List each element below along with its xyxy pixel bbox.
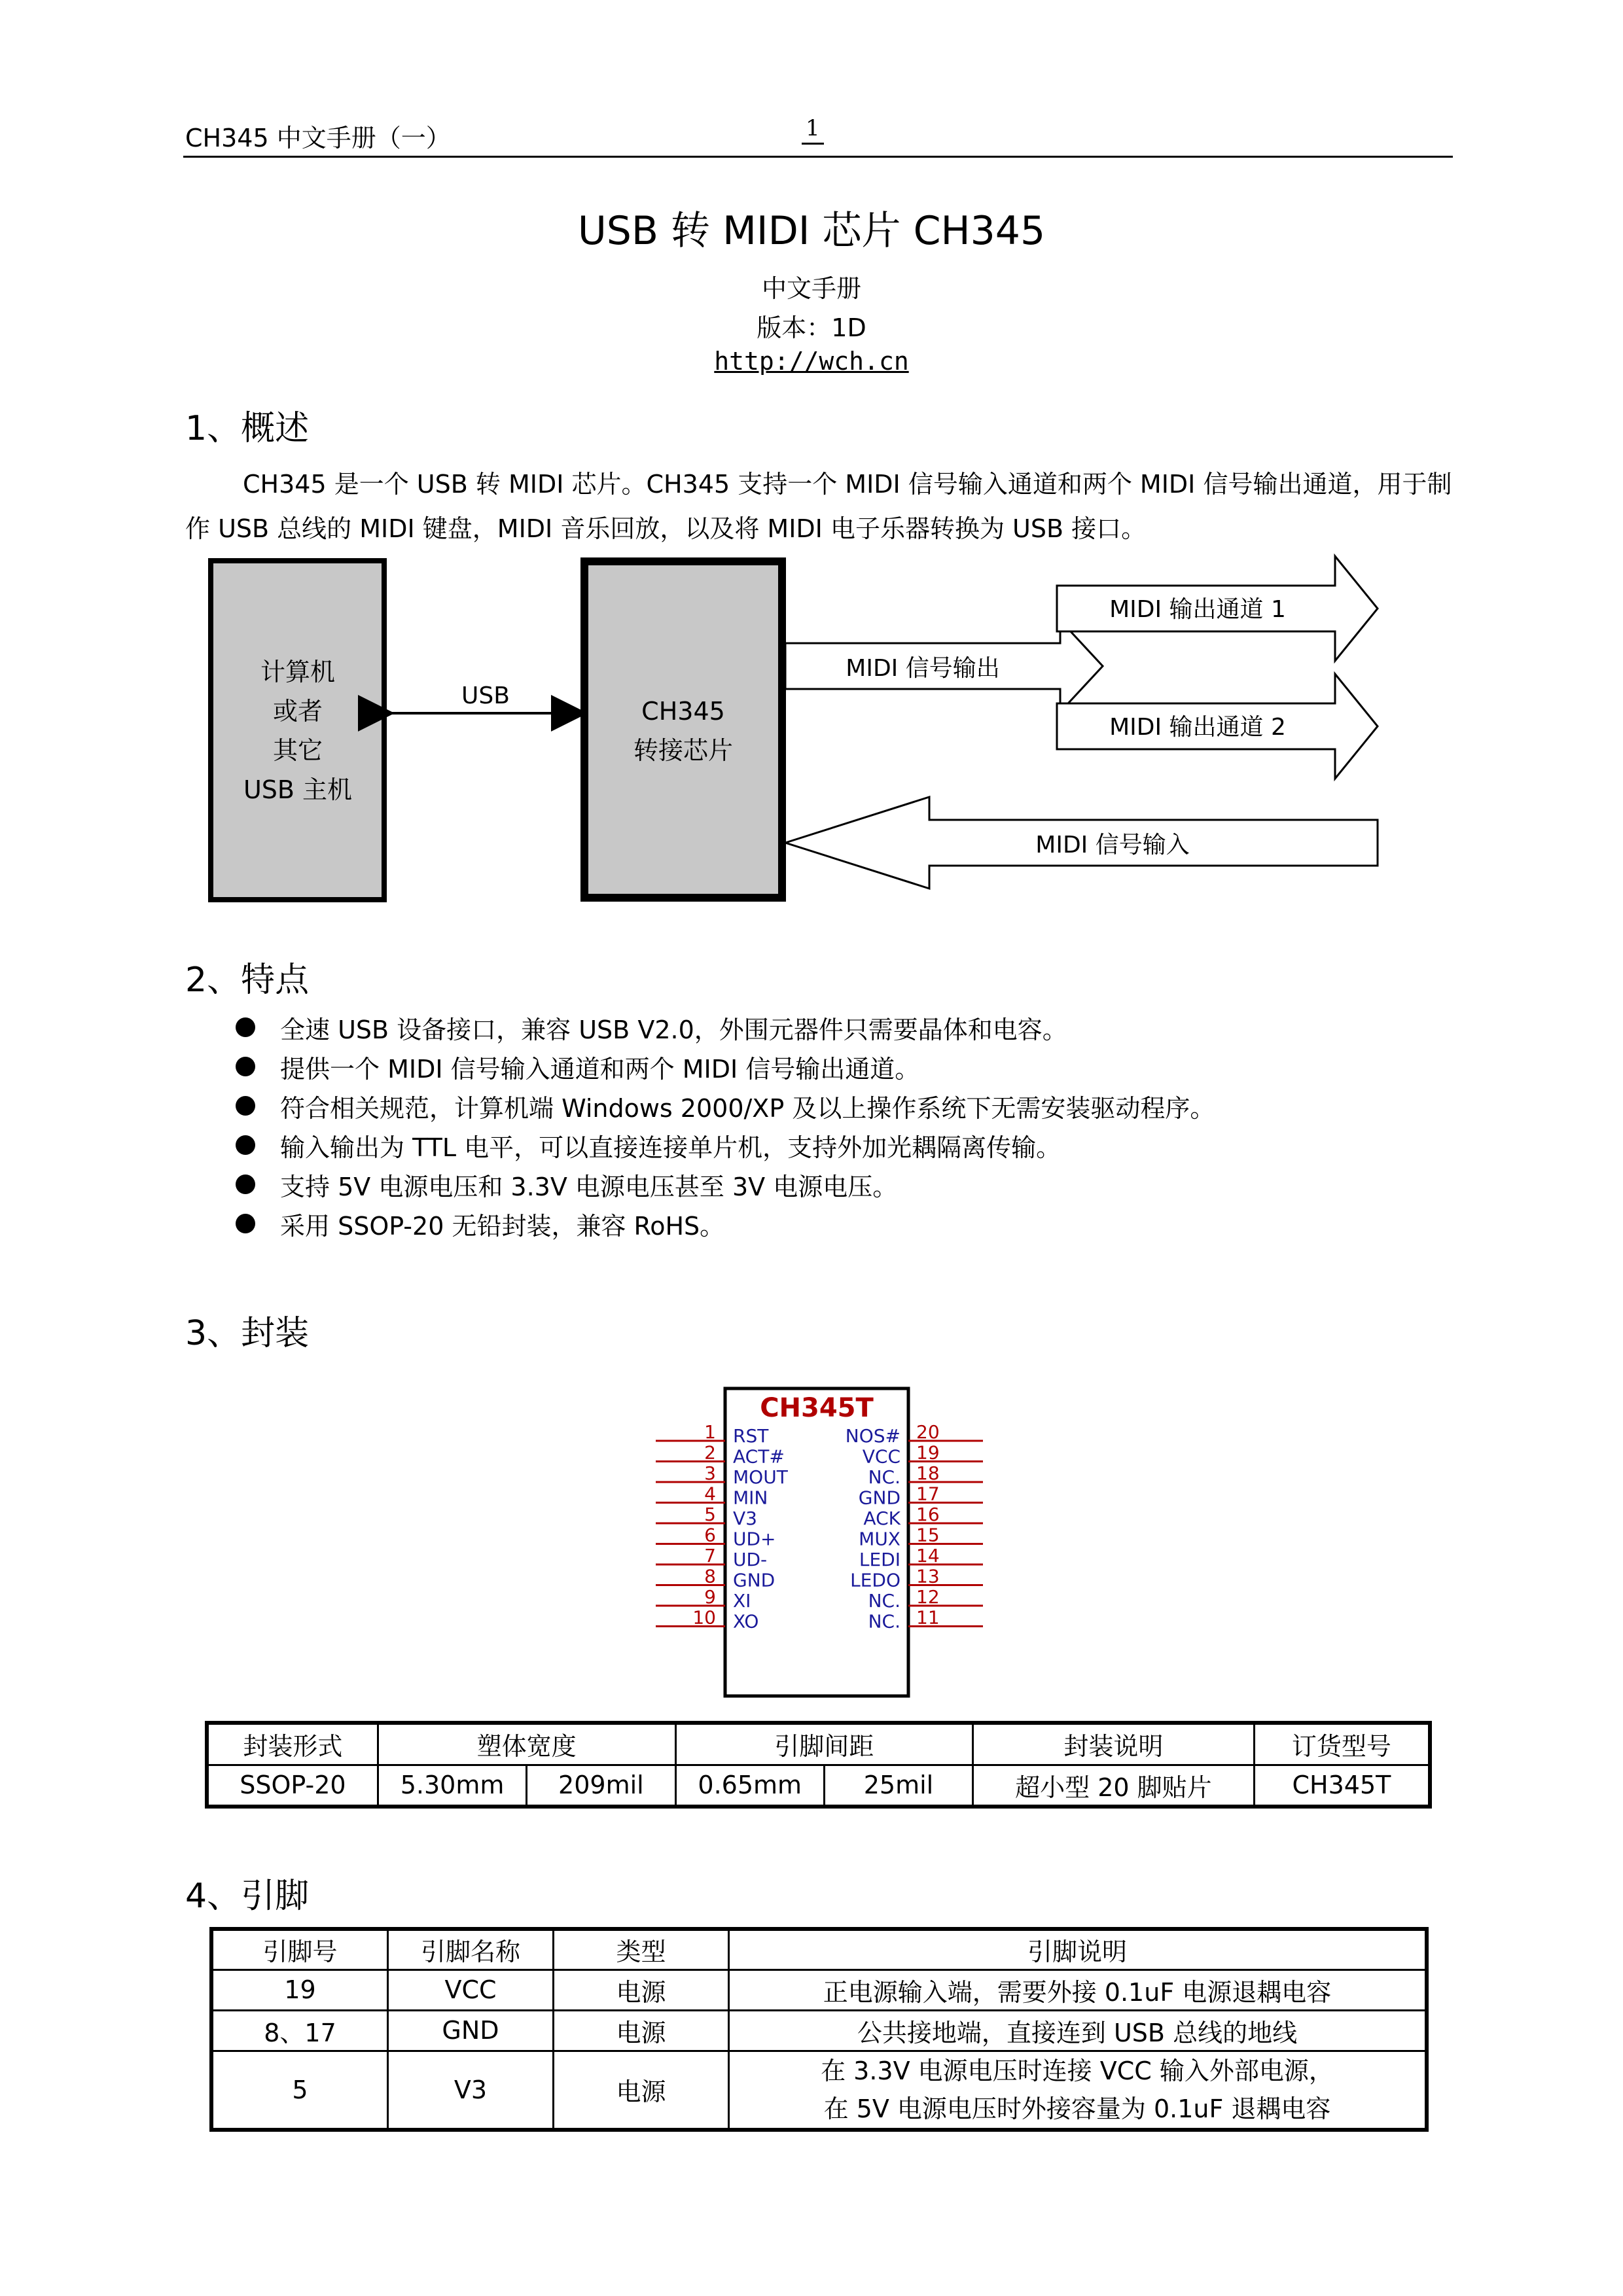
package-cell: CH345T xyxy=(1254,1765,1430,1807)
website-link[interactable]: http://wch.cn xyxy=(714,347,909,376)
pin-name: XO xyxy=(733,1610,759,1633)
usb-label: USB xyxy=(461,682,510,709)
pin-number: 16 xyxy=(916,1504,940,1525)
pin-description-line: 在 5V 电源电压时外接容量为 0.1uF 退耦电容 xyxy=(823,2094,1331,2123)
pin-name: V3 xyxy=(733,1508,757,1529)
section-features-heading: 2、特点 xyxy=(185,961,310,1000)
pin-name: XI xyxy=(733,1590,751,1612)
chip-part-name: CH345T xyxy=(760,1393,874,1423)
pin-number: 5 xyxy=(704,1504,716,1525)
package-cell: 5.30mm xyxy=(378,1765,526,1807)
chip-box xyxy=(584,561,782,898)
package-header-cell: 订货型号 xyxy=(1254,1723,1430,1765)
pin-number: 12 xyxy=(916,1586,940,1608)
package-cell: 0.65mm xyxy=(675,1765,824,1807)
pin-name: RST xyxy=(733,1425,769,1447)
bullet-icon xyxy=(236,1057,255,1076)
document-title: USB 转 MIDI 芯片 CH345 xyxy=(577,208,1046,254)
pin-header-cell: 引脚说明 xyxy=(729,1929,1427,1969)
package-cell: 209mil xyxy=(527,1765,675,1807)
pin-name: ACT# xyxy=(733,1445,785,1468)
pin-name: UD+ xyxy=(733,1528,776,1550)
bullet-icon xyxy=(236,1017,255,1037)
chip-pinout-diagram xyxy=(648,1381,995,1708)
pin-header-cell: 引脚名称 xyxy=(388,1929,554,1969)
pin-number: 4 xyxy=(704,1483,716,1505)
feature-list xyxy=(236,1008,1215,1243)
pin-name: VCC xyxy=(862,1445,901,1468)
bullet-icon xyxy=(236,1174,255,1194)
pin-header-cell: 引脚号 xyxy=(211,1929,388,1969)
pin-number: 9 xyxy=(704,1586,716,1608)
feature-item: 提供一个 MIDI 信号输入通道和两个 MIDI 信号输出通道。 xyxy=(236,1047,1215,1086)
block-diagram xyxy=(196,550,1407,910)
document-version: 版本：1D xyxy=(757,313,866,342)
signal-in-label: MIDI 信号输入 xyxy=(1035,832,1190,858)
pin-name: MIN xyxy=(733,1487,768,1509)
bullet-icon xyxy=(236,1135,255,1155)
pin-name: GND xyxy=(733,1569,776,1591)
table-row: 8、17 GND 电源 公共接地端，直接连到 USB 总线的地线 xyxy=(211,2010,1427,2051)
pin-number: 19 xyxy=(916,1441,940,1464)
table-row: 5 V3 电源 在 3.3V 电源电压时连接 VCC 输入外部电源， 在 5V 电源电压时外接容量为 0.1uF 退耦电容 xyxy=(211,2051,1427,2130)
pin-number: 15 xyxy=(916,1524,940,1546)
section-overview-heading: 1、概述 xyxy=(185,409,310,448)
pin-name: LEDI xyxy=(859,1549,901,1570)
host-label-line: 计算机 xyxy=(260,658,336,686)
output-channel-1-label: MIDI 输出通道 1 xyxy=(1109,596,1286,623)
header-divider xyxy=(183,156,1453,158)
pin-number: 18 xyxy=(916,1462,940,1484)
chip-label-line: 转接芯片 xyxy=(633,736,734,765)
package-cell: 25mil xyxy=(824,1765,972,1807)
chip-label-line: CH345 xyxy=(641,697,725,726)
bullet-icon xyxy=(236,1096,255,1116)
host-box xyxy=(211,561,384,900)
table-row: 19 VCC 电源 正电源输入端，需要外接 0.1uF 电源退耦电容 xyxy=(211,1969,1427,2010)
pin-number: 8 xyxy=(704,1565,716,1587)
pin-name: NC. xyxy=(868,1610,901,1633)
pin-name: NOS# xyxy=(845,1425,901,1447)
pin-number: 17 xyxy=(916,1483,940,1505)
host-label-line: 其它 xyxy=(272,736,323,765)
pin-description-line: 在 3.3V 电源电压时连接 VCC 输入外部电源， xyxy=(821,2056,1334,2085)
pin-number: 10 xyxy=(692,1606,716,1629)
package-cell: SSOP-20 xyxy=(207,1765,378,1807)
pin-name: GND xyxy=(858,1487,901,1509)
overview-paragraph: CH345 是一个 USB 转 MIDI 芯片。CH345 支持一个 MIDI 信号输入通道和两个 MIDI 信号输出通道，用于制作 USB 总线的 MIDI 键盘，MIDI 音乐回放，以及将 MIDI 电子乐器转换为 USB 接口。 xyxy=(185,470,1452,543)
pin-number: 13 xyxy=(916,1565,940,1587)
pin-number: 20 xyxy=(916,1421,940,1443)
pin-header-cell: 类型 xyxy=(554,1929,729,1969)
package-header-cell: 封装形式 xyxy=(207,1723,378,1765)
pin-name: ACK xyxy=(863,1508,901,1529)
pin-number: 1 xyxy=(704,1421,716,1443)
host-label-line: USB 主机 xyxy=(243,775,353,804)
pin-name: MUX xyxy=(859,1528,901,1550)
output-channel-2-label: MIDI 输出通道 2 xyxy=(1109,714,1286,741)
package-header-cell: 封装说明 xyxy=(972,1723,1254,1765)
feature-item: 采用 SSOP-20 无铅封装，兼容 RoHS。 xyxy=(236,1204,1215,1243)
pin-number: 7 xyxy=(704,1545,716,1566)
package-header-cell: 塑体宽度 xyxy=(378,1723,675,1765)
pin-name: MOUT xyxy=(733,1466,788,1488)
header-title: CH345 中文手册（一） xyxy=(185,124,451,152)
feature-item: 输入输出为 TTL 电平，可以直接连接单片机，支持外加光耦隔离传输。 xyxy=(236,1125,1215,1165)
page-number: 1 xyxy=(802,115,824,145)
package-cell: 超小型 20 脚贴片 xyxy=(972,1765,1254,1807)
signal-out-label: MIDI 信号输出 xyxy=(846,655,1000,682)
pin-name: NC. xyxy=(868,1590,901,1612)
bullet-icon xyxy=(236,1214,255,1233)
section-package-heading: 3、封装 xyxy=(185,1314,310,1353)
pin-number: 6 xyxy=(704,1524,716,1546)
pin-number: 3 xyxy=(704,1462,716,1484)
pin-name: NC. xyxy=(868,1466,901,1488)
feature-item: 全速 USB 设备接口，兼容 USB V2.0，外围元器件只需要晶体和电容。 xyxy=(236,1008,1215,1047)
section-pins-heading: 4、引脚 xyxy=(185,1877,310,1916)
pin-name: UD- xyxy=(733,1549,768,1570)
pin-table xyxy=(209,1927,1429,2132)
package-header-cell: 引脚间距 xyxy=(675,1723,972,1765)
document-subtitle: 中文手册 xyxy=(761,274,861,303)
package-table xyxy=(205,1721,1432,1809)
pin-number: 2 xyxy=(704,1441,716,1464)
host-label-line: 或者 xyxy=(272,697,323,726)
pin-name: LEDO xyxy=(850,1569,901,1591)
feature-item: 符合相关规范，计算机端 Windows 2000/XP 及以上操作系统下无需安装驱动程序。 xyxy=(236,1086,1215,1125)
pin-number: 11 xyxy=(916,1606,940,1629)
pin-number: 14 xyxy=(916,1545,940,1566)
feature-item: 支持 5V 电源电压和 3.3V 电源电压甚至 3V 电源电压。 xyxy=(236,1165,1215,1204)
